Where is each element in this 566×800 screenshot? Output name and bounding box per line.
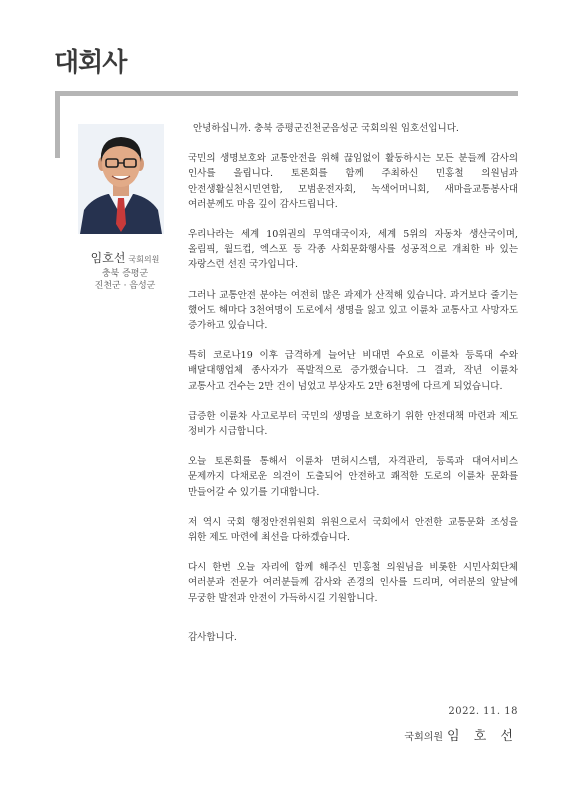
letter-paragraph: 안녕하십니까. 충북 증평군진천군음성군 국회의원 임호선입니다. [193, 123, 459, 134]
signature-line [404, 725, 518, 744]
letter-paragraph: 우리나라는 세계 10위권의 무역대국이자, 세계 5위의 자동차 생산국이며, 올림픽, 월드컵, 엑스포 등 각종 사회문화행사를 성공적으로 개최한 바 있는 자랑스런 선진 국가입니다. [188, 229, 518, 271]
signature-name: 임 호 선 [447, 729, 518, 744]
profile-name-line [60, 246, 190, 268]
profile-card [60, 246, 190, 292]
letter-paragraph: 오늘 토론회를 통해서 이륜차 면허시스템, 자격관리, 등록과 대여서비스 문제까지 다채로운 의견이 도출되어 안전하고 쾌적한 도로의 이륜차 문화를 만들어갈 수 있기를 기대합니다. [188, 456, 518, 498]
title-rule [55, 91, 518, 96]
profile-region-1: 충북 증평군 [101, 268, 149, 279]
profile-region-2: 진천군 · 음성군 [94, 280, 156, 291]
letter-paragraph: 특히 코로나19 이후 급격하게 늘어난 비대면 수요로 이륜차 등록대 수와 배달대행업체 종사자가 폭발적으로 증가했습니다. 그 결과, 작년 이륜차 교통사고 건수는 2만 건이 넘었고 부상자도 2만 6천명에 다르게 되었습니다. [188, 350, 518, 392]
signature-date: 2022. 11. 18 [448, 706, 518, 717]
portrait-image [78, 124, 164, 234]
page-title: 대회사 [54, 48, 127, 78]
letter-paragraph: 급증한 이륜차 사고로부터 국민의 생명을 보호하기 위한 안전대책 마련과 제도 정비가 시급합니다. [188, 410, 518, 438]
letter-paragraph: 저 역시 국회 행정안전위원회 위원으로서 국회에서 안전한 교통문화 조성을 위한 제도 마련에 최선을 다하겠습니다. [188, 516, 518, 544]
profile-role: 국회의원 [128, 255, 160, 264]
signature-role: 국회의원 [404, 732, 444, 743]
letter-paragraph: 국민의 생명보호와 교통안전을 위해 끊임없이 활동하시는 모든 분들께 감사의 인사를 올립니다. 토론회를 함께 주최하신 민홍철 의원님과 안전생활실천시민연합, 모범운전자회, 녹색어머니회, 새마을교통봉사대 여러분께도 마음 깊이 감사드립니다. [188, 153, 518, 210]
profile-photo [78, 124, 164, 234]
side-rule [55, 96, 60, 158]
letter-closing: 감사합니다. [188, 631, 237, 643]
letter-paragraph: 그러나 교통안전 분야는 여전히 많은 과제가 산적해 있습니다. 과거보다 줄기는 했어도 해마다 3천여명이 도로에서 생명을 잃고 있고 이륜차 교통사고 사망자도 증가하고 있습니다. [188, 289, 518, 332]
profile-name: 임호선 [90, 251, 126, 265]
letter-body [188, 121, 518, 660]
letter-paragraph: 다시 한번 오늘 자리에 함께 해주신 민홍철 의원님을 비롯한 시민사회단체 여러분과 전문가 여러분들께 감사와 존경의 인사를 드리며, 여러분의 앞날에 무궁한 발전과 안전이 가득하시길 기원합니다. [188, 562, 518, 604]
